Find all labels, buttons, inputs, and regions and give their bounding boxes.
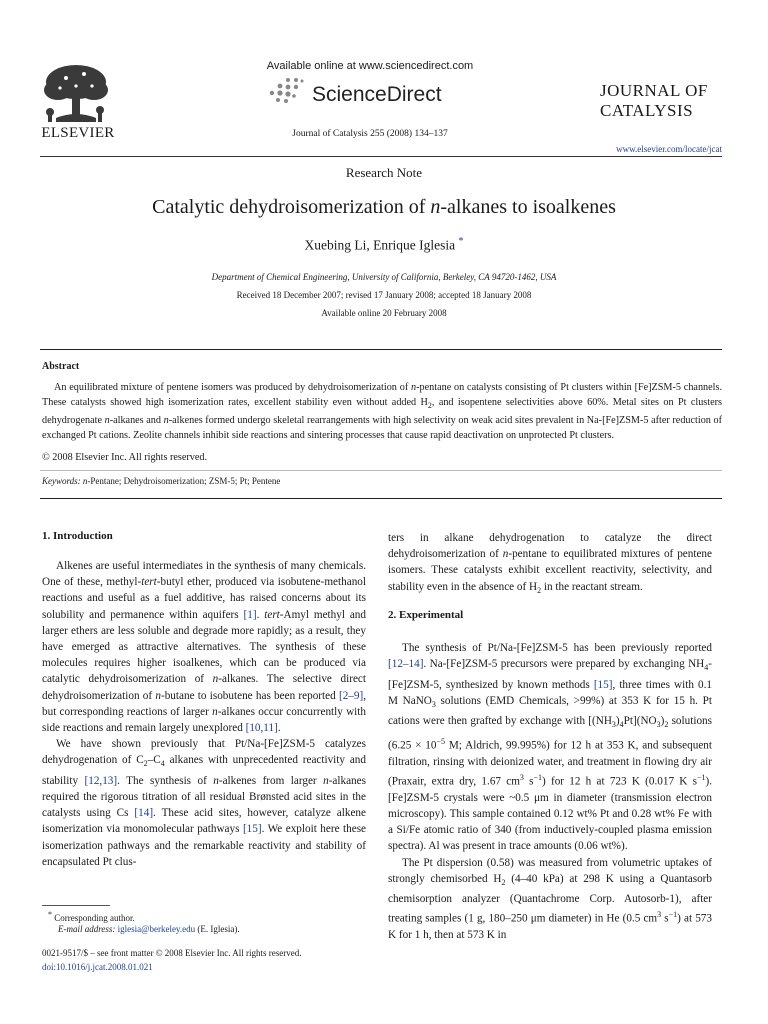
author-names: Xuebing Li, Enrique Iglesia xyxy=(304,237,456,253)
title-part-1: Catalytic dehydroisomerization of xyxy=(152,196,431,218)
introduction-continued xyxy=(388,530,712,599)
abstract-text: An equilibrated mixture of pentene isomers was produced by dehydroisomerization of n-pentane on catalysts consisting of Pt clusters within [Fe]ZSM-5 channels. These catalysts showed high isomerization rates, excellent stability even without added $H_2$, and isopentene selectivities above 60%. Metal sites on Pt clusters dehydrogenate n-alkanes and n-alkenes formed undergo skeletal rearrangements with high selectivity on weak acid sites prevalent in Na-[Fe]ZSM-5 after reduction of exchanged Pt cations. Zeolite channels inhibit side reactions and sintering processes that cause rapid deactivation on unprotected Pt clusters. xyxy=(42,382,723,442)
footnote-email xyxy=(58,924,240,934)
journal-reference: Journal of Catalysis 255 (2008) 134–137 xyxy=(292,129,448,139)
footnote-rule xyxy=(42,905,110,906)
journal-url-link[interactable]: www.elsevier.com/locate/jcat xyxy=(616,144,722,154)
journal-title xyxy=(600,81,720,121)
elsevier-wordmark: ELSEVIER xyxy=(41,125,115,141)
keywords-label: Keywords: xyxy=(42,476,81,486)
front-matter-line: 0021-9517/$ – see front matter © 2008 Elsevier Inc. All rights reserved. xyxy=(42,948,302,958)
abstract-copyright: © 2008 Elsevier Inc. All rights reserved. xyxy=(42,452,208,463)
keywords: Keywords: n-Pentane; Dehydroisomerization; ZSM-5; Pt; Pentene xyxy=(42,476,281,486)
title-part-2: -alkanes to isoalkenes xyxy=(440,196,616,218)
section-heading-experimental: 2. Experimental xyxy=(388,609,464,621)
intro-paragraph-1: Alkenes are useful intermediates in the synthesis of many chemicals. One of these, methyl-tert-butyl ether, produced via isobutene-methanol reactions and useful as a fuel additive, has raised concerns about its solubility and permanence within aquifers [1]. tert-Amyl methyl and larger ethers are less soluble and degrade more rapidly; as a result, they have emerged as attractive alternatives. The synthesis of these molecules requires higher isoalkenes, which can be produced via catalytic dehydroisomerization of n-alkanes. The selective direct dehydroisomerization of n-butane to isobutene has been reported [2–9], but corresponding reactions of larger n-alkanes occur concurrently with side reactions and remain largely unexplored [10,11]. xyxy=(42,560,366,735)
introduction-body xyxy=(42,558,366,870)
doi-link[interactable]: doi:10.1016/j.jcat.2008.01.021 xyxy=(42,962,153,972)
experimental-body xyxy=(388,640,712,944)
keywords-rule xyxy=(40,470,722,471)
author-list xyxy=(0,236,768,254)
title-italic: n xyxy=(430,196,441,218)
sciencedirect-wordmark: ScienceDirect xyxy=(312,83,442,106)
footnote-corresponding-text: Corresponding author. xyxy=(54,913,135,923)
online-date: Available online 20 February 2008 xyxy=(321,308,447,318)
footnote-corresponding xyxy=(48,910,135,923)
abstract-bottom-rule xyxy=(40,498,722,499)
received-dates: Received 18 December 2007; revised 17 January 2008; accepted 18 January 2008 xyxy=(236,290,532,300)
email-owner: (E. Iglesia). xyxy=(197,924,240,934)
journal-title-line-1: JOURNAL OF xyxy=(600,81,708,100)
corresponding-author-marker[interactable]: * xyxy=(458,236,464,247)
intro-paragraph-2: We have shown previously that Pt/Na-[Fe]ZSM-5 catalyzes dehydrogenation of $C_2-C_4$ alkanes with unprecedented reactivity and stability [12,13]. The synthesis of n-alkenes from larger n-alkanes required the rigorous titration of all residual Brønsted acid sites in the catalysts using Cs [14]. These acid sites, however, catalyze alkene isomerization via monomolecular pathways [15]. We exploit here these isomerization pathways and the remarkable reactivity and stability of encapsulated Pt clus- xyxy=(42,738,367,868)
email-link[interactable]: iglesia@berkeley.edu xyxy=(117,924,196,934)
intro-paragraph-2-continued: ters in alkane dehydrogenation to catalyze the direct dehydroisomerization of n-pentane to equilibrated mixtures of pentene isomers. These catalysts exhibit excellent reactivity, selectivity, and stability even in the absence of $H_2$ in the reactant stream. xyxy=(388,532,712,595)
article-title xyxy=(0,196,768,219)
sciencedirect-dots-icon xyxy=(268,76,304,106)
affiliation: Department of Chemical Engineering, University of California, Berkeley, CA 94720-1462, USA xyxy=(211,272,557,282)
article-type-label: Research Note xyxy=(345,165,423,180)
footnote-marker: * xyxy=(48,910,52,919)
available-online-banner[interactable]: Available online at www.sciencedirect.com xyxy=(266,60,474,72)
exp-paragraph-1: The synthesis of Pt/Na-[Fe]ZSM-5 has been previously reported [12–14]. Na-[Fe]ZSM-5 precursors were prepared by exchanging $NH_4-[Fe]ZSM-5$, synthesized by known methods [15], three times with 0.1 M NaNO$_3$ solutions (EMD Chemicals, >99%) at 353 K for 15 h. Pt cations were then grafted by exchange with $[(NH_3)_4Pt](NO_3)_2$ solutions ($6.25 \times 10^{-5}$ M; Aldrich, 99.995%) for 12 h at 353 K, and subsequent filtration, rinsing with deionized water, and treatment in flowing dry air (Praxair, extra dry, 1.67 $cm^3$ $s^{-1}$) for 12 h at 723 K (0.017 K $s^{-1}$). [Fe]ZSM-5 crystals were ~0.5 μm in diameter (transmission electron microscopy). This sample contained 0.12 wt% Pt and 0.28 wt% Fe with a Si/Fe atomic ratio of 340 (from inductively-coupled plasma emission spectra). Al was present in trace amounts (0.06 wt%). xyxy=(388,642,712,853)
email-label: E-mail address: xyxy=(58,924,116,934)
exp-paragraph-2: The Pt dispersion (0.58) was measured from volumetric uptakes of strongly chemisorbed $H_2$ (4–40 kPa) at 298 K using a Quantasorb chemisorption analyzer (Quantachrome Corp. Autosorb-1), after treating samples (1 g, 180–250 μm diameter) in He (0.5 $cm^3$ $s^{-1}$) at 573 K for 1 h, then at 573 K in xyxy=(388,856,712,942)
section-heading-introduction: 1. Introduction xyxy=(42,530,113,542)
abstract-top-rule xyxy=(40,349,722,350)
journal-title-line-2: CATALYSIS xyxy=(600,101,694,120)
header-divider xyxy=(40,156,722,157)
abstract-heading: Abstract xyxy=(42,361,80,372)
